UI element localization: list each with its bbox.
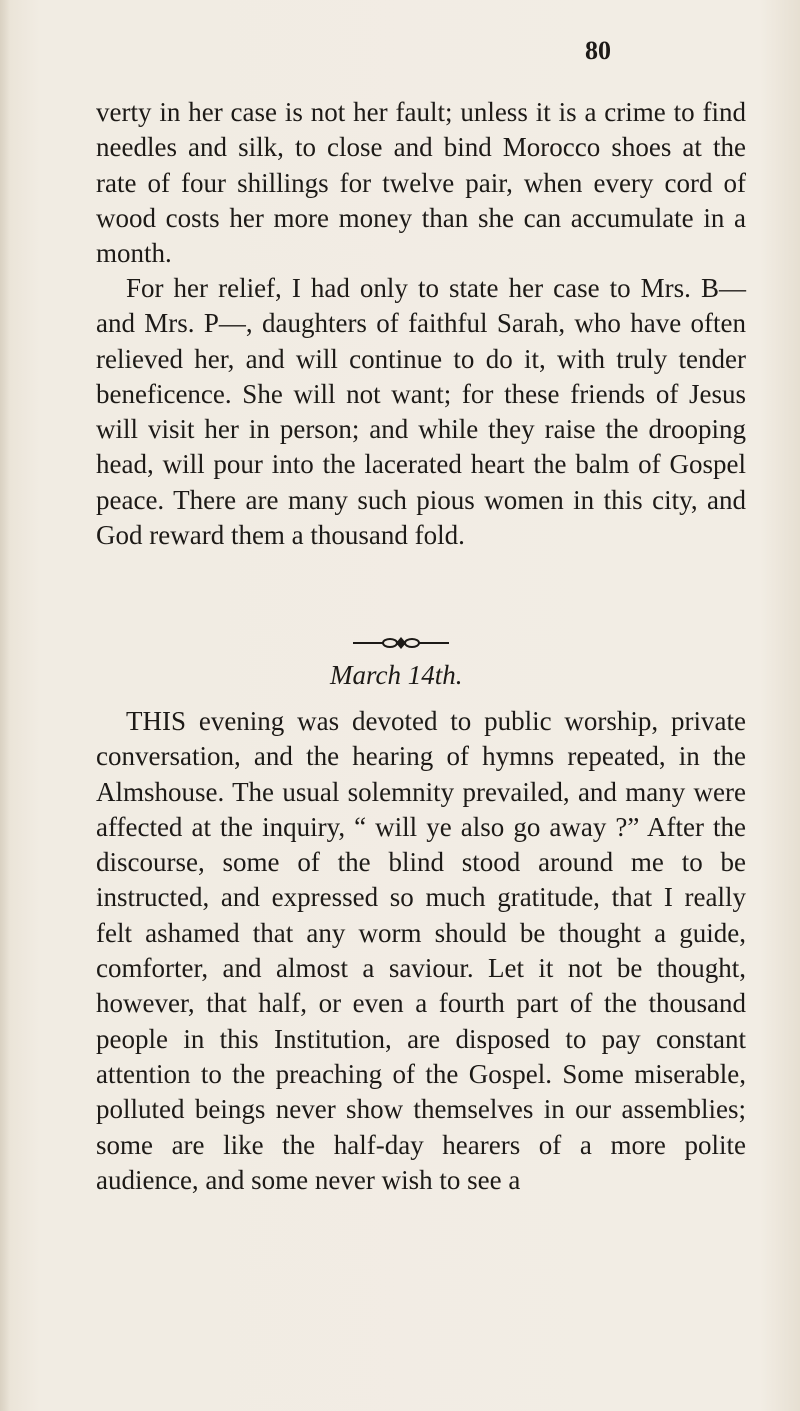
- page-number: 80: [585, 36, 611, 65]
- paragraph-relief: For her relief, I had only to state her case to Mrs. B— and Mrs. P—, daughters of faithful Sarah, who have often relieved her, and will continue to do it, with truly tender beneficence. She will not want; for these friends of Jesus will visit her in person; and while they raise the drooping head, will pour into the lacerated heart the balm of Gospel peace. There are many such pious women in this city, and God reward them a thousand fold.: [96, 273, 746, 551]
- section-heading-date: March 14th.: [330, 660, 463, 690]
- section-divider-ornament: [353, 636, 449, 650]
- paragraph-continued: verty in her case is not her fault; unless it is a crime to find needles and silk, to close and bind Morocco shoes at the rate of four shillings for twelve pair, when every cord of wood costs her more money than she can accumulate in a month.: [96, 97, 746, 269]
- page-gutter-shadow: [0, 0, 10, 1411]
- paragraph-almshouse: THIS evening was devoted to public worship, private conversation, and the hearing of hymns repeated, in the Almshouse. The usual solemnity prevailed, and many were affected at the inquiry, “ will ye also go away ?” After the discourse, some of the blind stood around me to be instructed, and expressed so much gratitude, that I really felt ashamed that any worm should be thought a guide, comforter, and almost a saviour. Let it not be thought, however, that half, or even a fourth part of the thousand people in this Institution, are disposed to pay constant attention to the preaching of the Gospel. Some miserable, polluted beings never show themselves in our assemblies; some are like the half-day hearers of a more polite audience, and some never wish to see a: [96, 706, 746, 1195]
